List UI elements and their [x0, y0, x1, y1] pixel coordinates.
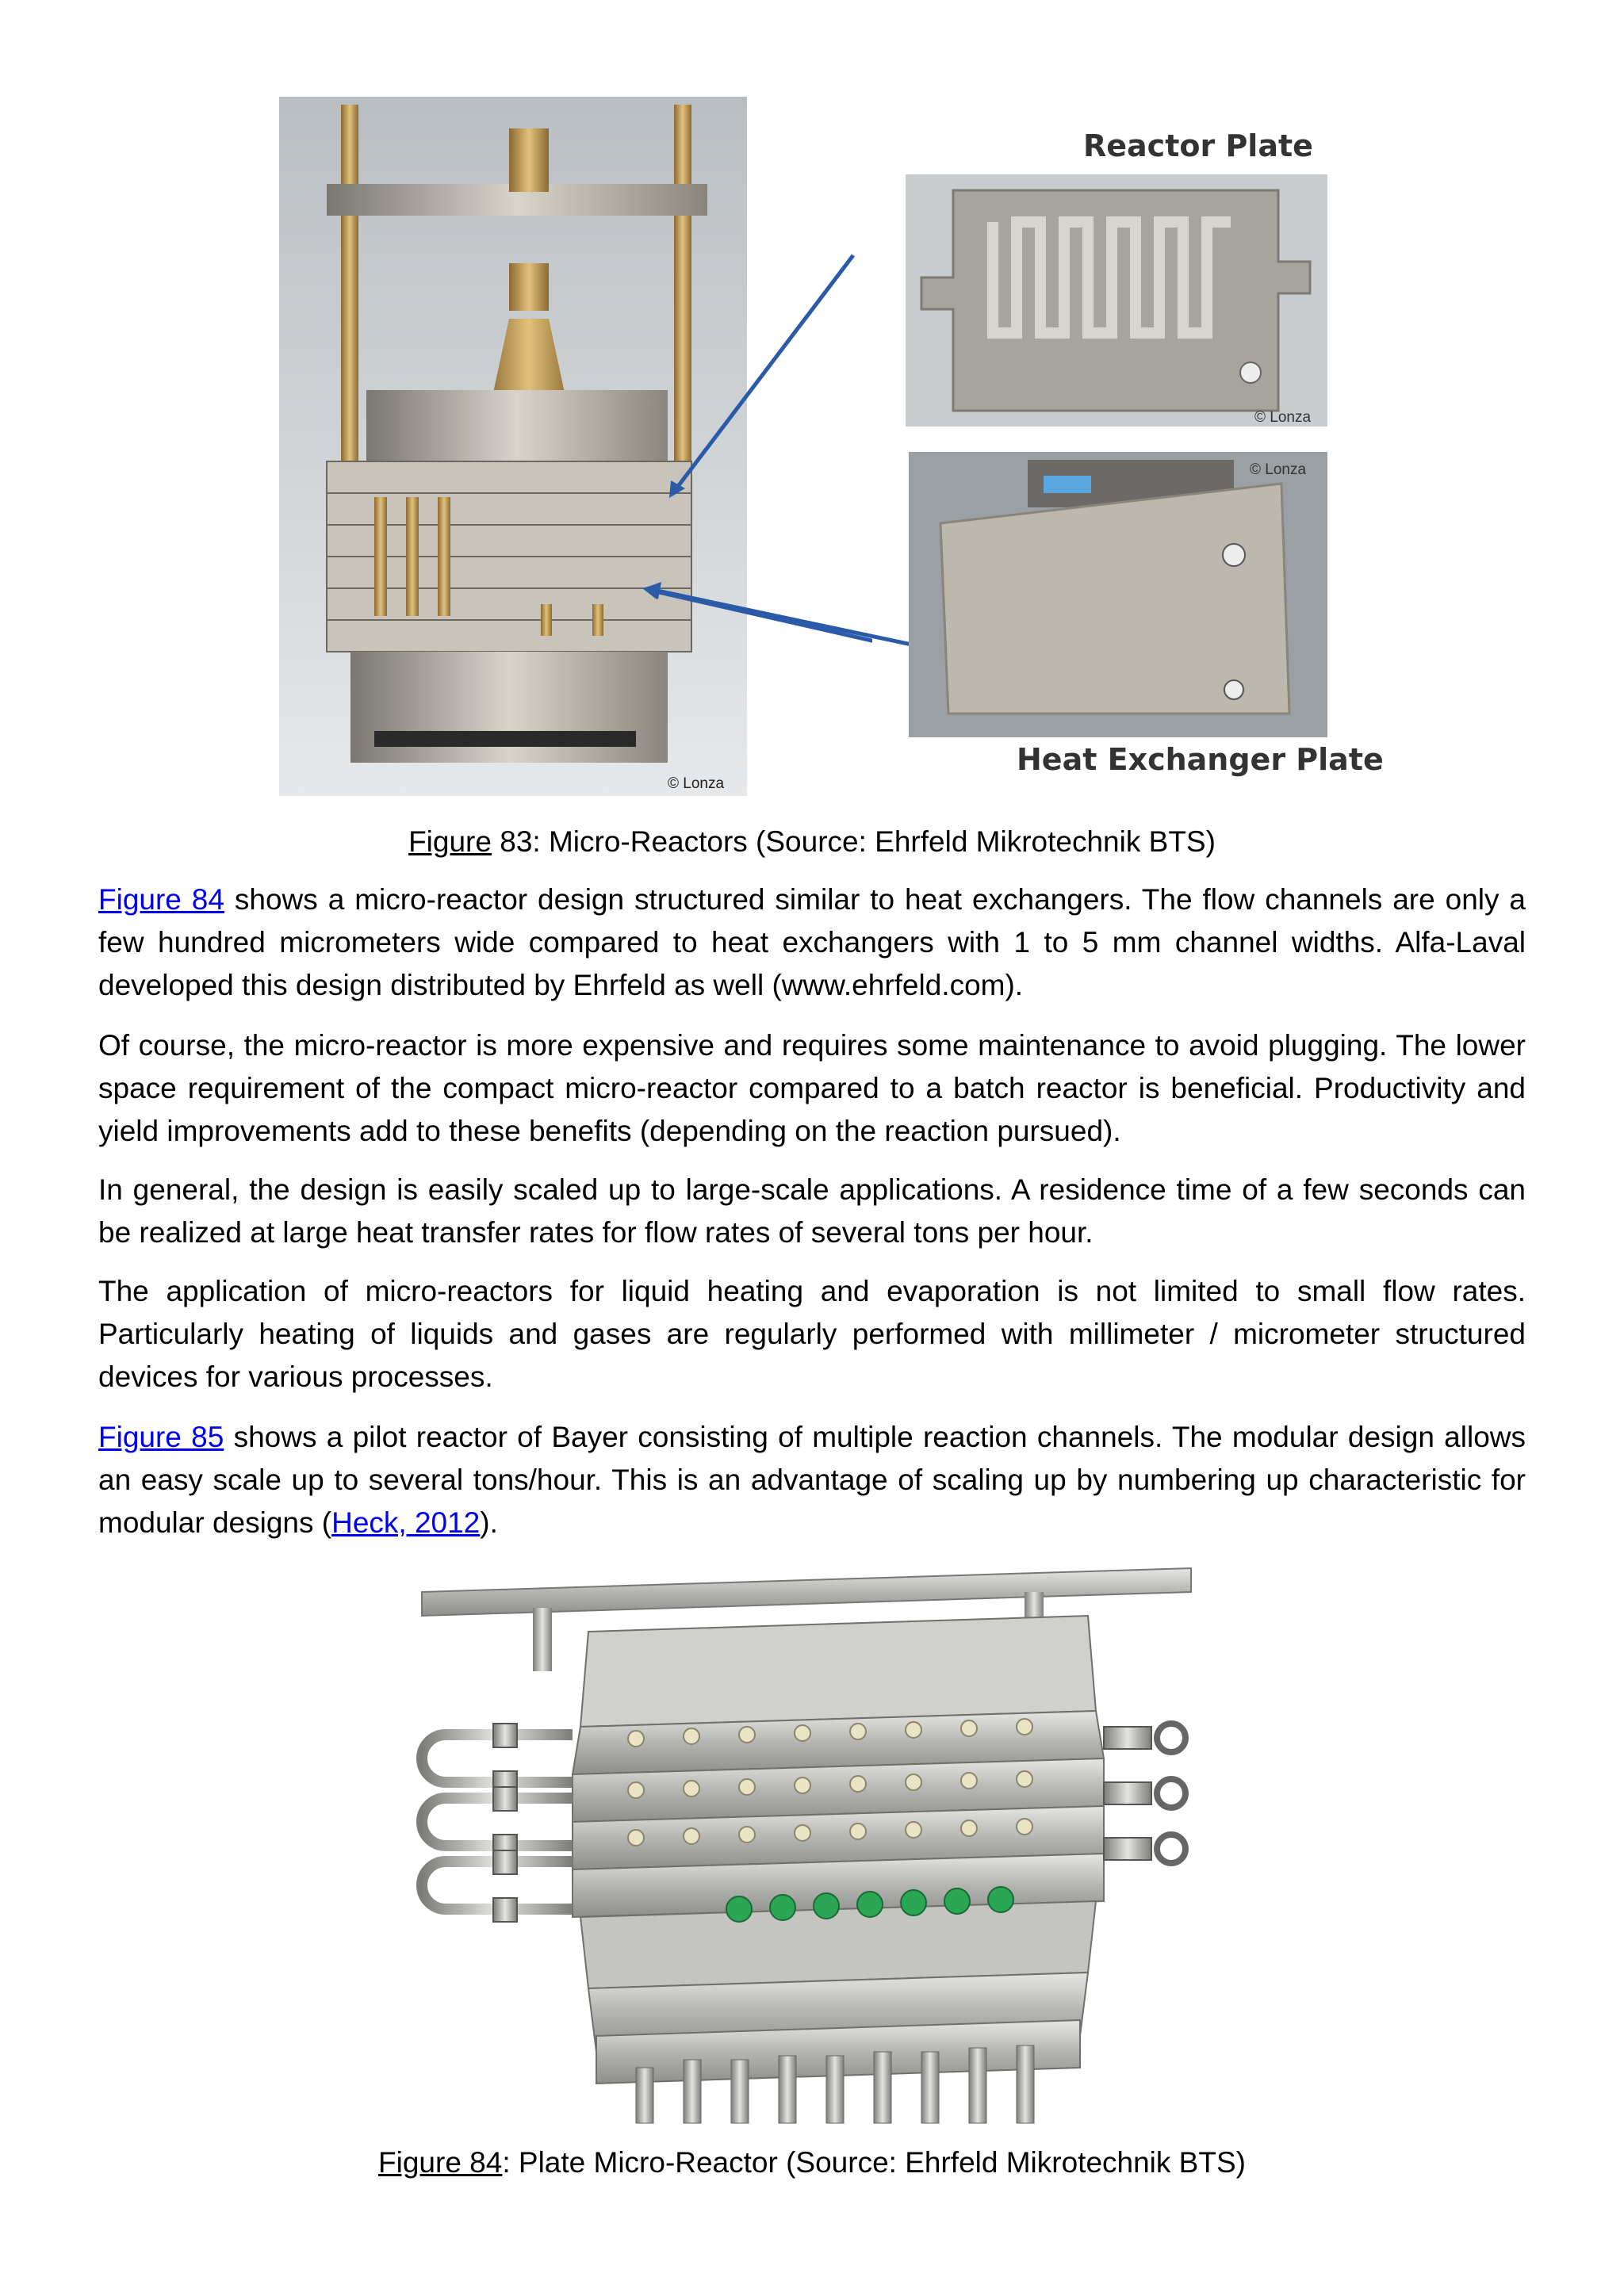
reactor-plate-label: Reactor Plate — [1083, 128, 1313, 163]
paragraph-1 — [98, 878, 1526, 1007]
paragraph-2 — [98, 1024, 1526, 1153]
paragraph-1-text: shows a micro-reactor design structured similar to heat exchangers. The flow channels are only a few hundred micrometers wide compared to heat exchangers with 1 to 5 mm channel widths. Alfa-Laval developed this design distributed by Ehrfeld as well (www.ehrfeld.com). — [98, 883, 1526, 1001]
figure83-copyright-heat-exchanger: © Lonza — [1250, 461, 1307, 478]
figure84-caption — [0, 2144, 1624, 2182]
paragraph-4 — [98, 1270, 1526, 1399]
figure85-link[interactable]: Figure 85 — [98, 1421, 224, 1453]
reactor-plate-photo — [906, 174, 1327, 427]
paragraph-3 — [98, 1169, 1526, 1254]
paragraph-5 — [98, 1416, 1526, 1544]
figure83-copyright-left: © Lonza — [668, 775, 725, 792]
figure83-caption-link[interactable]: Figure — [408, 825, 492, 858]
heat-exchanger-plate-photo — [909, 452, 1327, 737]
figure84-caption-link[interactable]: Figure 84 — [378, 2146, 503, 2179]
figure84-caption-text: : Plate Micro-Reactor (Source: Ehrfeld Mikrotechnik BTS) — [502, 2146, 1246, 2179]
plate-micro-reactor-photo — [398, 1560, 1223, 2125]
figure84-link[interactable]: Figure 84 — [98, 883, 224, 916]
figure83-copyright-reactor-plate: © Lonza — [1254, 409, 1312, 426]
heat-exchanger-plate-label: Heat Exchanger Plate — [1017, 742, 1384, 777]
paragraph-3-text: In general, the design is easily scaled up to large-scale applications. A residence time of a few seconds can be realized at large heat transfer rates for flow rates of several tons per hour. — [98, 1173, 1526, 1249]
paragraph-5-end: ). — [480, 1506, 498, 1539]
figure83-caption — [0, 823, 1624, 861]
citation-heck-2012-link[interactable]: Heck, 2012 — [331, 1506, 481, 1539]
paragraph-2-text: Of course, the micro-reactor is more expensive and requires some maintenance to avoid plugging. The lower space requirement of the compact micro-reactor compared to a batch reactor is beneficial. Productivity and yield improvements add to these benefits (depending on the reaction pursued). — [98, 1029, 1526, 1147]
figure83-caption-text: 83: Micro-Reactors (Source: Ehrfeld Mikrotechnik BTS) — [491, 825, 1216, 858]
paragraph-5-text: shows a pilot reactor of Bayer consisting of multiple reaction channels. The modular design allows an easy scale up to several tons/hour. This is an advantage of scaling up by numbering up characteristic for modular designs ( — [98, 1421, 1526, 1539]
paragraph-4-text: The application of micro-reactors for liquid heating and evaporation is not limited to small flow rates. Particularly heating of liquids and gases are regularly performed with millimeter / micrometer structured devices for various processes. — [98, 1275, 1526, 1393]
